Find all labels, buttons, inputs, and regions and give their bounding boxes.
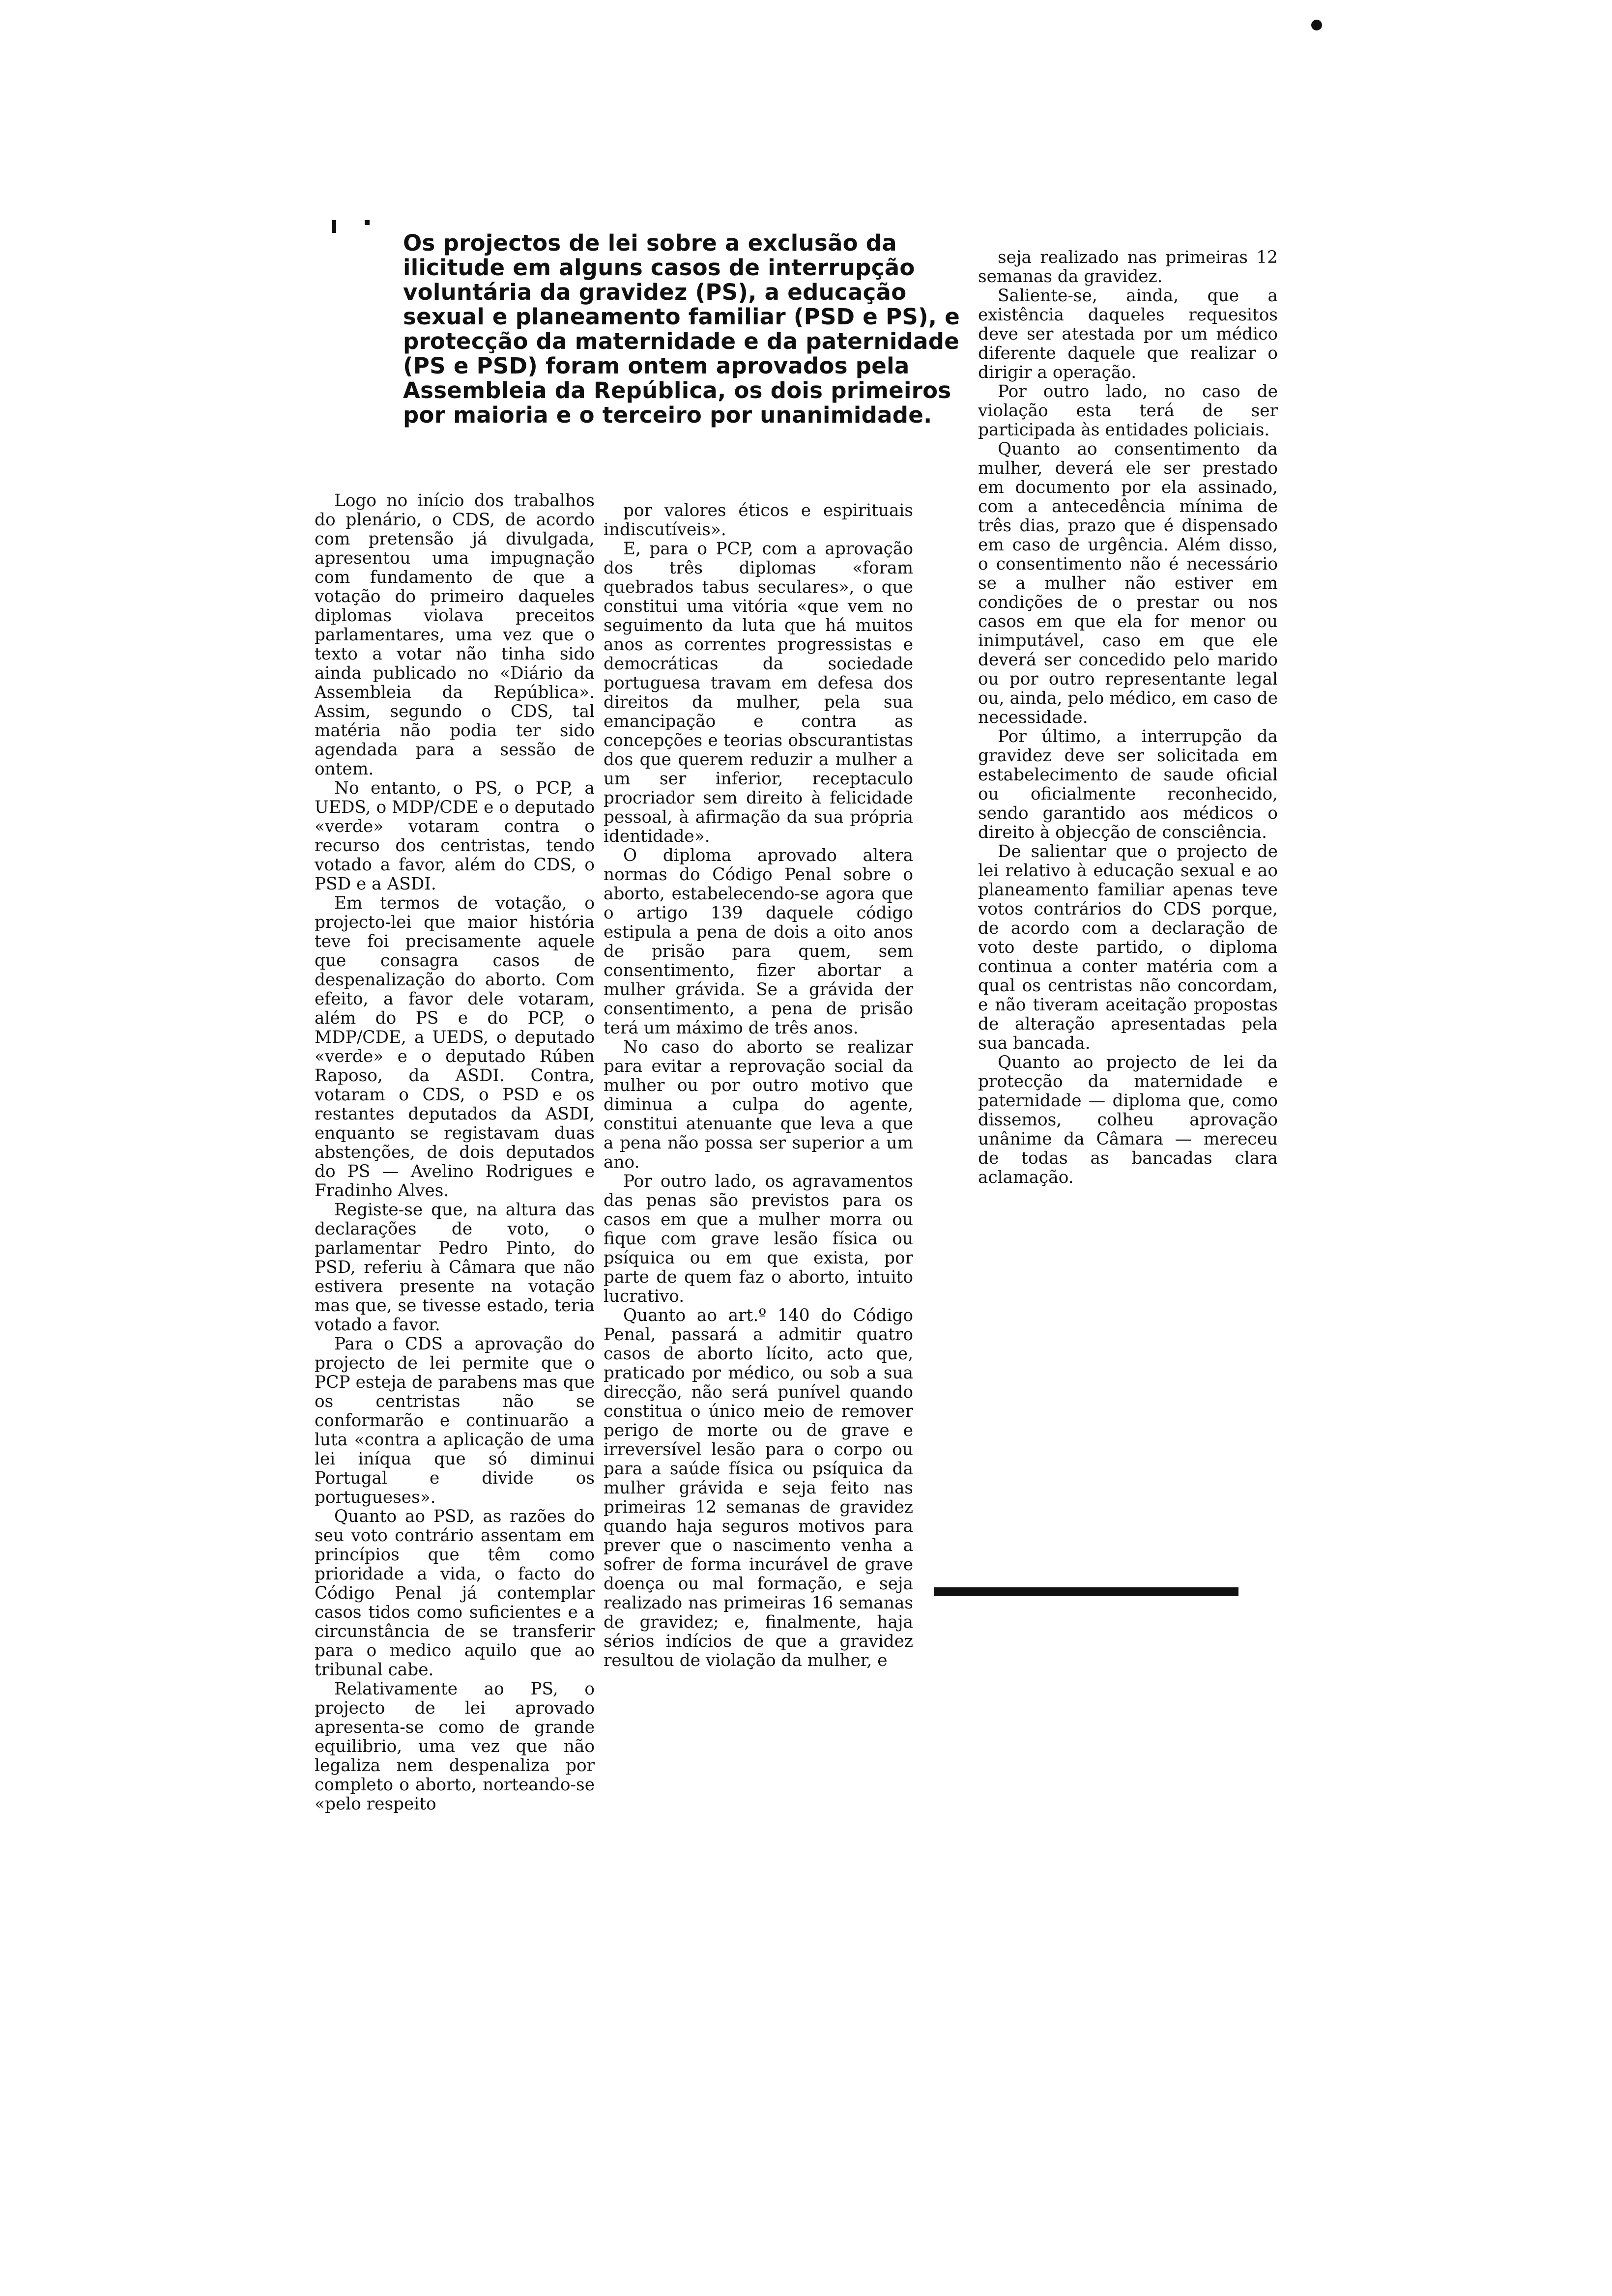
paragraph: No entanto, o PS, o PCP, a UEDS, o MDP/CDE e o deputado «verde» votaram contra o recurso dos centristas, tendo votado a favor, além do CDS, o PSD e a ASDI. (315, 778, 595, 894)
paragraph: Para o CDS a aprovação do projecto de lei permite que o PCP esteja de parabens mas que os centristas não se conformarão e continuarão a luta «contra a aplicação de uma lei iníqua que só diminui Portugal e divide os portugueses». (315, 1334, 595, 1507)
scan-speck (1311, 20, 1322, 30)
paragraph: Quanto ao art.º 140 do Código Penal, passará a admitir quatro casos de aborto lícito, acto que, praticado por médico, ou sob a sua direcção, não será punível quando constitua o único meio de remover perigo de morte ou de grave e irreversível lesão para o corpo ou para a saúde física ou psíquica da mulher grávida e seja feito nas primeiras 12 semanas de gravidez quando haja seguros motivos para prever que o nascimento venha a sofrer de forma incurável de grave doença ou mal formação, e seja realizado nas primeiras 16 semanas de gravidez; e, finalmente, haja sérios indícios de que a gravidez resultou de violação da mulher, e (604, 1306, 913, 1670)
paragraph: Quanto ao projecto de lei da protecção da maternidade e paternidade — diploma que, como dissemos, colheu aprovação unânime da Câmara — mereceu de todas as bancadas clara aclamação. (978, 1053, 1278, 1187)
article-headline: Os projectos de lei sobre a exclusão da ilicitude em alguns casos de interrupção voluntária da gravidez (PS), a educação sexual e planeamento familiar (PSD e PS), e protecção da maternidade e da paternidade (PS e PSD) foram ontem aprovados pela Assembleia da República, os dois primeiros por maioria e o terceiro por unanimidade. (403, 230, 960, 428)
paragraph: Por outro lado, os agravamentos das penas são previstos para os casos em que a mulher morra ou fique com grave lesão física ou psíquica ou em que exista, por parte de quem faz o aborto, intuito lucrativo. (604, 1172, 913, 1306)
paragraph: Registe-se que, na altura das declarações de voto, o parlamentar Pedro Pinto, do PSD, referiu à Câmara que não estivera presente na votação mas que, se tivesse estado, teria votado a favor. (315, 1200, 595, 1335)
paragraph: por valores éticos e espirituais indiscutíveis». (604, 501, 913, 540)
article-end-rule (934, 1587, 1238, 1596)
paragraph: Relativamente ao PS, o projecto de lei aprovado apresenta-se como de grande equilibrio, uma vez que não legaliza nem despenaliza por completo o aborto, norteando-se «pelo respeito (315, 1679, 595, 1814)
article-column-3 (978, 248, 1278, 1187)
paragraph: Em termos de votação, o projecto-lei que maior história teve foi precisamente aquele que consagra casos de despenalização do aborto. Com efeito, a favor dele votaram, além do PS e do PCP, o MDP/CDE, a UEDS, o deputado «verde» e o deputado Rúben Raposo, da ASDI. Contra, votaram o CDS, o PSD e os restantes deputados da ASDI, enquanto se registavam duas abstenções, de dois deputados do PS — Avelino Rodrigues e Fradinho Alves. (315, 893, 595, 1201)
paragraph: De salientar que o projecto de lei relativo à educação sexual e ao planeamento familiar apenas teve votos contrários do CDS porque, de acordo com a declaração de voto deste partido, o diploma continua a conter matéria com a qual os centristas não concordam, e não tiveram aceitação propostas de alteração apresentadas pela sua bancada. (978, 842, 1278, 1053)
article-column-2 (604, 501, 913, 1670)
paragraph: No caso do aborto se realizar para evitar a reprovação social da mulher ou por outro motivo que diminua a culpa do agente, constitui atenuante que leva a que a pena não possa ser superior a um ano. (604, 1037, 913, 1172)
paragraph: Por último, a interrupção da gravidez deve ser solicitada em estabelecimento de saude oficial ou oficialmente reconhecido, sendo garantido aos médicos o direito à objecção de consciência. (978, 727, 1278, 842)
article-column-1 (315, 491, 595, 1814)
paragraph: O diploma aprovado altera normas do Código Penal sobre o aborto, estabelecendo-se agora que o artigo 139 daquele código estipula a pena de dois a oito anos de prisão para quem, sem consentimento, fizer abortar a mulher grávida. Se a grávida der consentimento, a pena de prisão terá um máximo de três anos. (604, 846, 913, 1038)
scan-speck (332, 220, 336, 233)
paragraph: E, para o PCP, com a aprovação dos três diplomas «foram quebrados tabus seculares», o que constitui uma vitória «que vem no seguimento da luta que há muitos anos as correntes progressistas e democráticas da sociedade portuguesa travam em defesa dos direitos da mulher, pela sua emancipação e contra as concepções e teorias obscurantistas dos que querem reduzir a mulher a um ser inferior, receptaculo procriador sem direito à felicidade pessoal, à afirmação da sua própria identidade». (604, 539, 913, 846)
paragraph: Quanto ao PSD, as razões do seu voto contrário assentam em princípios que têm como prioridade a vida, o facto do Código Penal já contemplar casos tidos como suficientes e a circunstância de se transferir para o medico aquilo que ao tribunal cabe. (315, 1507, 595, 1680)
paragraph: Saliente-se, ainda, que a existência daqueles requesitos deve ser atestada por um médico diferente daquele que realizar o dirigir a operação. (978, 286, 1278, 382)
paragraph: Logo no início dos trabalhos do plenário, o CDS, de acordo com pretensão já divulgada, apresentou uma impugnação com fundamento de que a votação do primeiro daqueles diplomas violava preceitos parlamentares, uma vez que o texto a votar não tinha sido ainda publicado no «Diário da Assembleia da República». Assim, segundo o CDS, tal matéria não podia ter sido agendada para a sessão de ontem. (315, 491, 595, 779)
paragraph: Por outro lado, no caso de violação esta terá de ser participada às entidades policiais. (978, 382, 1278, 440)
paragraph: seja realizado nas primeiras 12 semanas da gravidez. (978, 248, 1278, 287)
paragraph: Quanto ao consentimento da mulher, deverá ele ser prestado em documento por ela assinado, com a antecedência mínima de três dias, prazo que é dispensado em caso de urgência. Além disso, o consentimento não é necessário se a mulher não estiver em condições de o prestar ou nos casos em que ela for menor ou inimputável, caso em que ele deverá ser concedido pelo marido ou por outro representante legal ou, ainda, pelo médico, em caso de necessidade. (978, 439, 1278, 727)
scan-speck (365, 220, 370, 225)
